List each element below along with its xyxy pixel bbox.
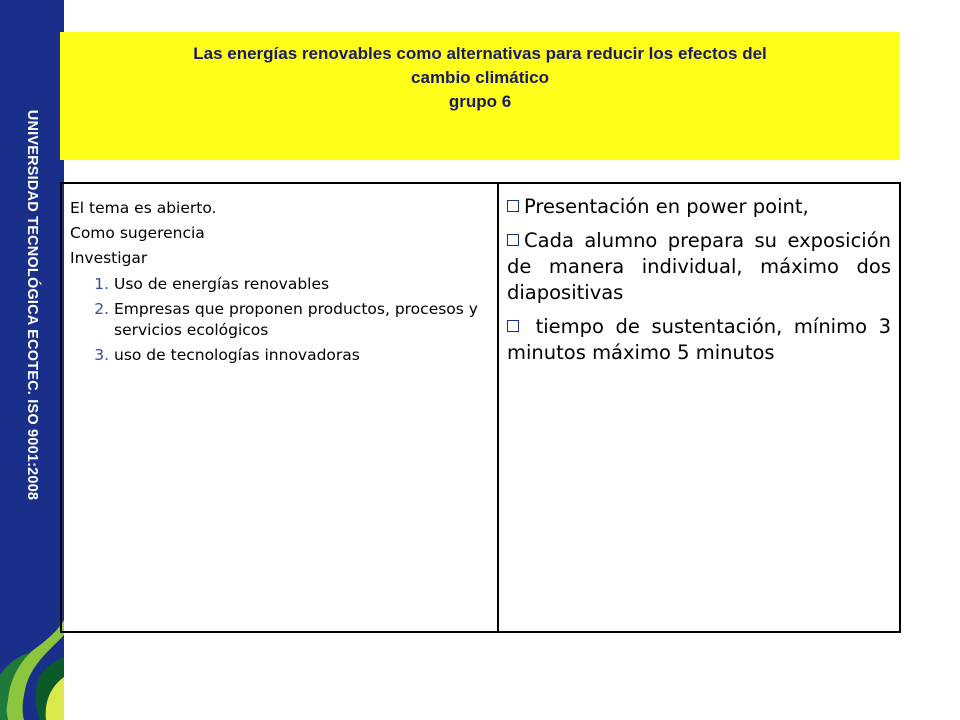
square-bullet-icon: [507, 320, 519, 332]
requirement-text: tiempo de sustentación, mínimo 3 minutos máximo 5 minutos: [507, 315, 891, 364]
leaf-logo-icon: [0, 615, 64, 720]
intro-line-2: Como sugerencia: [70, 224, 205, 242]
topic-item: 3. uso de tecnologías innovadoras: [114, 345, 489, 366]
slide-title: [60, 32, 900, 160]
square-bullet-icon: [507, 200, 519, 212]
right-cell: [498, 183, 900, 632]
square-bullet-icon: [507, 234, 519, 246]
requirement-text: Presentación en power point,: [524, 195, 809, 218]
intro-line-1: El tema es abierto.: [70, 199, 217, 217]
topic-list: [70, 274, 489, 366]
requirement-item: [507, 194, 891, 220]
title-line-1: Las energías renovables como alternativas para reducir los efectos del: [193, 44, 767, 63]
university-name: UNIVERSIDAD TECNOLÓGICA ECOTEC. ISO 9001:2008: [24, 109, 40, 501]
requirement-item: [507, 228, 891, 306]
side-banner: [0, 0, 64, 720]
topic-item: 1. Uso de energías renovables: [114, 274, 489, 295]
topic-item: 2. Empresas que proponen productos, procesos y servicios ecológicos: [114, 299, 489, 341]
content-table: [60, 182, 901, 633]
left-cell: [61, 183, 498, 632]
title-line-3: grupo 6: [448, 92, 512, 111]
requirement-text: Cada alumno prepara su exposición de manera individual, máximo dos diapositivas: [507, 229, 891, 304]
intro-line-3: Investigar: [70, 249, 148, 267]
title-line-2: cambio climático: [411, 68, 549, 87]
requirement-item: [507, 314, 891, 366]
